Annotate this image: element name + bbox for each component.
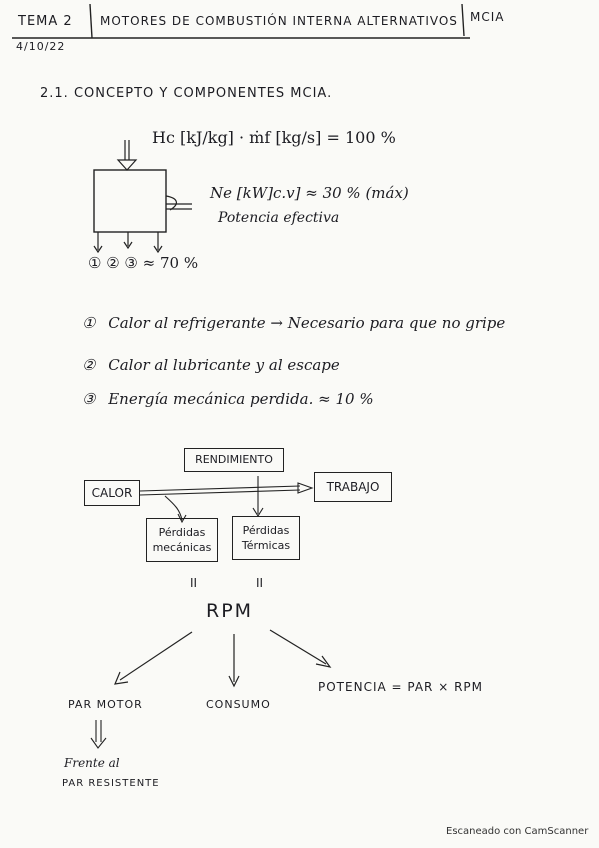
header-asignatura: MCIA — [470, 10, 505, 24]
list-item-text: Calor al refrigerante → Necesario para que no gripe — [108, 314, 506, 332]
list-item-number: ② — [82, 356, 96, 374]
frente-label: Frente al — [64, 756, 120, 770]
header-tema: TEMA 2 — [18, 14, 73, 29]
list-item — [82, 314, 505, 332]
balance-perdidas: ① ② ③ ≈ 70 % — [88, 254, 199, 272]
rendimiento-label: RENDIMIENTO — [195, 453, 273, 466]
balance-entrada: Hc [kJ/kg] · ṁf [kg/s] = 100 % — [152, 128, 396, 147]
balance-salida: Ne [kW]c.v] ≈ 30 % (máx) — [210, 184, 409, 202]
perdidas-termicas-line2: Térmicas — [241, 539, 291, 552]
list-item-text: Energía mecánica perdida. ≈ 10 % — [108, 390, 374, 408]
flow-arrow — [298, 483, 312, 493]
list-item-text: Calor al lubricante y al escape — [108, 356, 340, 374]
header-divider-left — [90, 4, 92, 38]
balance-potencia: Potencia efectiva — [218, 210, 340, 226]
header-divider-right — [462, 4, 464, 36]
perdidas-mecanicas-line1: Pérdidas — [158, 526, 206, 539]
rpm-label: RPM — [206, 600, 254, 622]
section-title: 2.1. CONCEPTO Y COMPONENTES MCIA. — [40, 86, 333, 101]
par-resistente-label: PAR RESISTENTE — [62, 778, 160, 789]
calor-label: CALOR — [91, 486, 133, 500]
perdidas-termicas-box — [232, 516, 300, 560]
header-fecha: 4/10/22 — [16, 40, 66, 53]
list-item-number: ① — [82, 314, 96, 332]
potencia-label: POTENCIA = PAR × RPM — [318, 680, 484, 694]
par-motor-label: PAR MOTOR — [68, 698, 143, 711]
perdidas-mecanicas-line2: mecánicas — [152, 541, 212, 554]
rendimiento-box — [184, 448, 284, 472]
list-item — [82, 356, 340, 374]
perdidas-termicas-line1: Pérdidas — [242, 524, 290, 537]
header-titulo: MOTORES DE COMBUSTIÓN INTERNA ALTERNATIVOS — [100, 14, 458, 28]
calor-box — [84, 480, 140, 506]
consumo-label: CONSUMO — [206, 698, 271, 711]
trabajo-box — [314, 472, 392, 502]
input-arrow — [118, 160, 136, 170]
scanner-watermark: Escaneado con CamScanner — [446, 826, 589, 837]
equals-mark-left: II — [190, 576, 198, 590]
trabajo-label: TRABAJO — [326, 480, 380, 494]
perdidas-mecanicas-box — [146, 518, 218, 562]
list-item-number: ③ — [82, 390, 96, 408]
equals-mark-right: II — [256, 576, 264, 590]
list-item — [82, 390, 374, 408]
engine-box — [94, 170, 166, 232]
